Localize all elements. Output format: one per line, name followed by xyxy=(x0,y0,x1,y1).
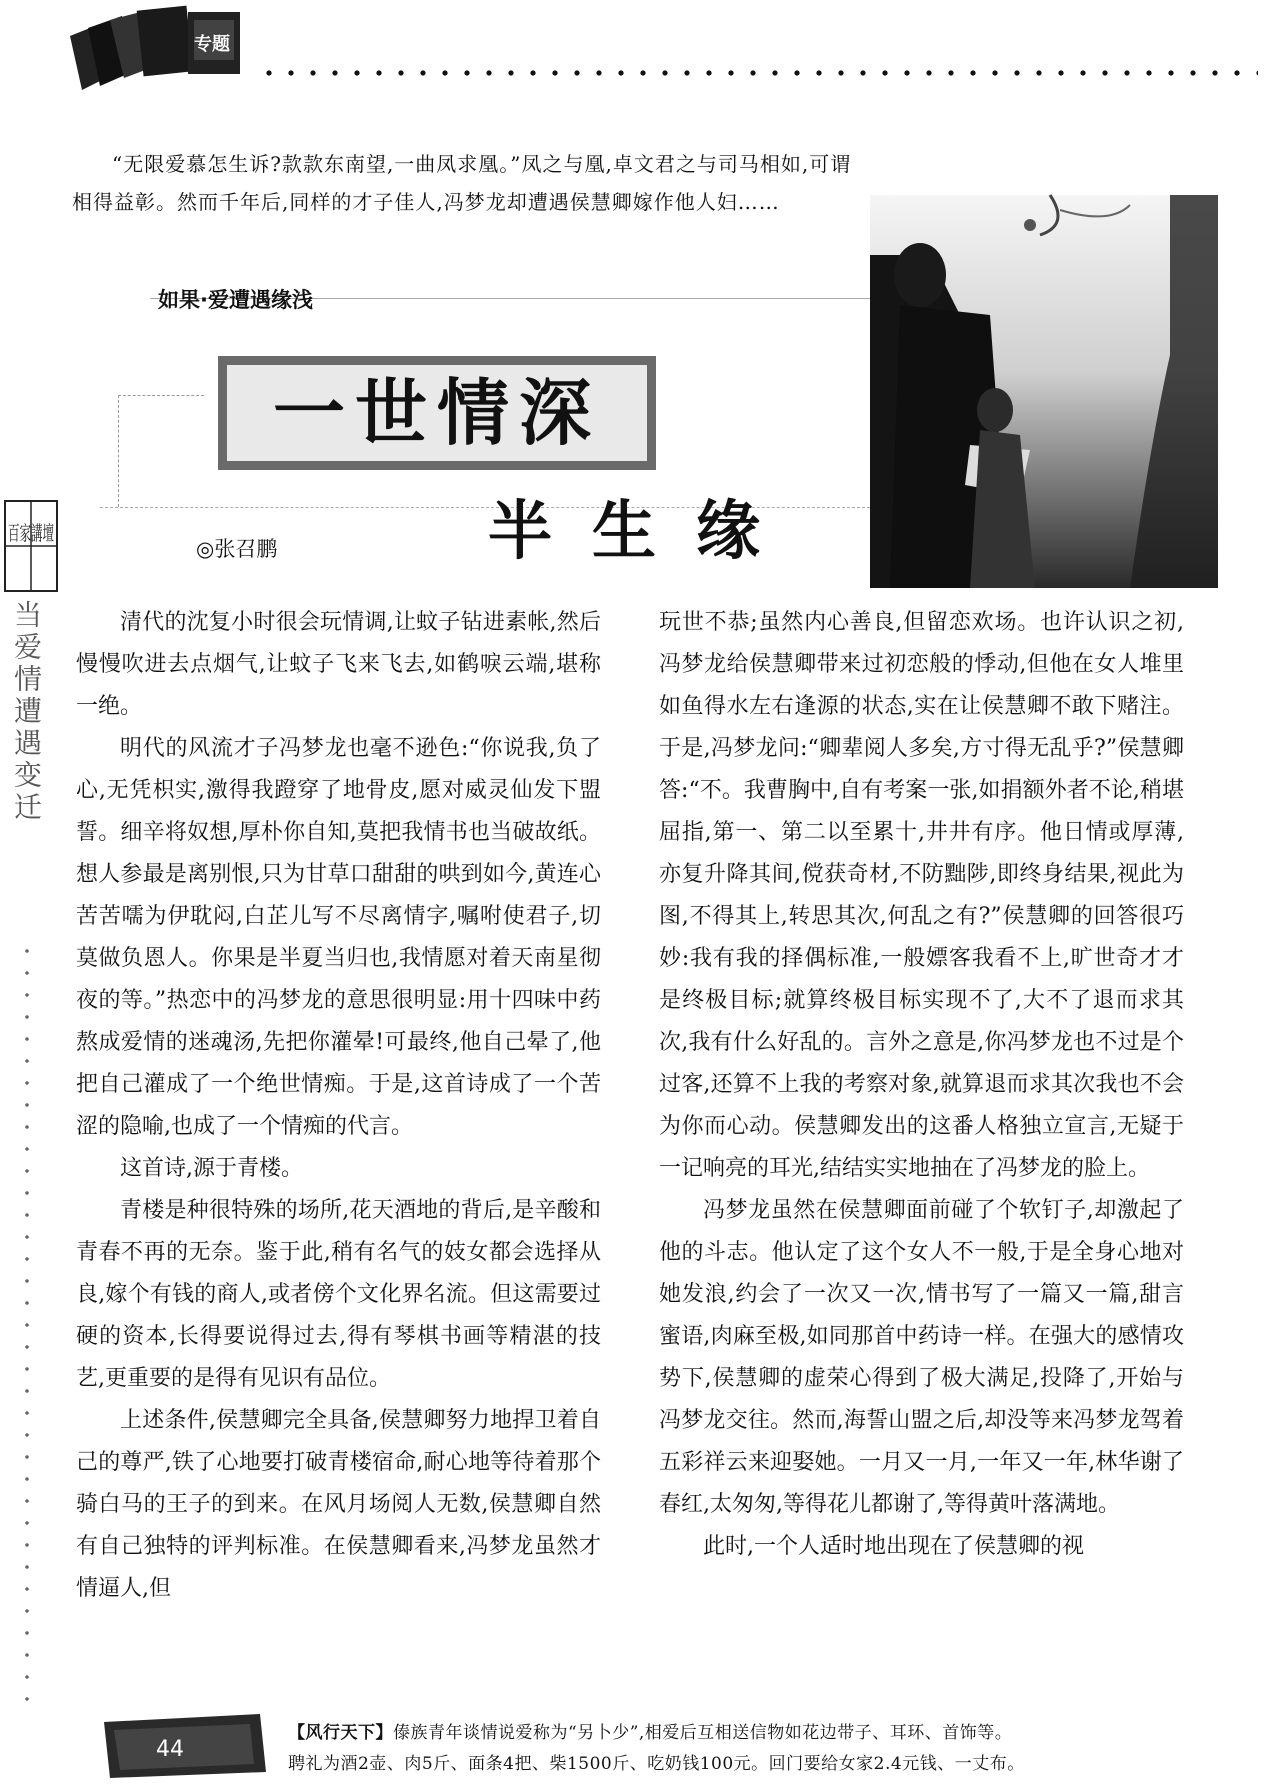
sidebar-dotted-rule xyxy=(24,940,30,1710)
body-column-left xyxy=(76,602,601,1610)
paragraph: 明代的风流才子冯梦龙也毫不逊色:“你说我,负了心,无凭枳实,激得我蹬穿了地骨皮,愿对威灵仙发下盟誓。细辛将奴想,厚朴你自知,莫把我情书也当破故纸。想人参最是离别恨,只为甘草口甜甜的哄到如今,黄连心苦苦嚅为伊耽闷,白芷儿写不尽离情字,嘱咐使君子,切莫做负恩人。你果是半夏当归也,我情愿对着天南星彻夜的等。”热恋中的冯梦龙的意思很明显:用十四味中药熬成爱情的迷魂汤,先把你灌晕!可最终,他自己晕了,他把自己灌成了一个绝世情痴。于是,这首诗成了一个苦涩的隐喻,也成了一个情痴的代言。 xyxy=(76,736,601,1139)
section-subhead: 如果·爱遭遇缘浅 xyxy=(158,288,313,312)
seal-logo xyxy=(4,500,58,592)
paragraph: 这首诗,源于青楼。 xyxy=(120,1156,303,1181)
footer-line-2: 聘礼为酒2壶、肉5斤、面条4把、柴1500斤、吃奶钱100元。回门要给女家2.4元钱、一丈布。 xyxy=(288,1754,1025,1774)
body-column-right xyxy=(659,602,1184,1568)
illustration-photo xyxy=(870,195,1218,588)
paragraph: 上述条件,侯慧卿完全具备,侯慧卿努力地捍卫着自己的尊严,铁了心地要打破青楼宿命,耐心地等待着那个骑白马的王子的到来。在风月场阅人无数,侯慧卿自然有自己独特的评判标准。在侯慧卿看来,冯梦龙虽然才情逼人,但 xyxy=(76,1408,601,1601)
footer-note xyxy=(288,1718,1263,1780)
paragraph: 清代的沈复小时很会玩情调,让蚊子钻进素帐,然后慢慢吹进去点烟气,让蚊子飞来飞去,如鹤唳云端,堪称一绝。 xyxy=(76,610,601,719)
paragraph: 此时,一个人适时地出现在了侯慧卿的视 xyxy=(703,1534,1084,1559)
seal-text: 百家講壇 xyxy=(8,521,54,545)
divider xyxy=(118,395,204,396)
sidebar-vertical-label: 当爱情遭遇变迁 xyxy=(10,600,43,824)
author-byline: ◎张召鹏 xyxy=(196,537,278,561)
divider xyxy=(118,395,119,507)
title-box xyxy=(218,356,656,470)
paragraph: 玩世不恭;虽然内心善良,但留恋欢场。也许认识之初,冯梦龙给侯慧卿带来过初恋般的悸动,但他在女人堆里如鱼得水左右逢源的状态,实在让侯慧卿不敢下赌注。于是,冯梦龙问:“卿辈阅人多矣,方寸得无乱乎?”侯慧卿答:“不。我曹胸中,自有考案一张,如捐额外者不论,稍堪屈指,第一、第二以至累十,井井有序。他日情或厚薄,亦复升降其间,傥获奇材,不防黜陟,即终身结果,视此为图,不得其上,转思其次,何乱之有?”侯慧卿的回答很巧妙:我有我的择偶标准,一般嫖客我看不上,旷世奇才才是终极目标;就算终极目标实现不了,大不了退而求其次,我有什么好乱的。言外之意是,你冯梦龙也不过是个过客,还算不上我的考察对象,就算退而求其次我也不会为你而心动。侯慧卿发出的这番人格独立宣言,无疑于一记响亮的耳光,结结实实地抽在了冯梦龙的脸上。 xyxy=(659,610,1184,1181)
column-logo xyxy=(70,6,250,96)
page-number: 44 xyxy=(156,1737,184,1762)
paragraph: 冯梦龙虽然在侯慧卿面前碰了个软钉子,却激起了他的斗志。他认定了这个女人不一般,于是全身心地对她发浪,约会了一次又一次,情书写了一篇又一篇,甜言蜜语,肉麻至极,如同那首中药诗一样。在强大的感情攻势下,侯慧卿的虚荣心得到了极大满足,投降了,开始与冯梦龙交往。然而,海誓山盟之后,却没等来冯梦龙驾着五彩祥云来迎娶她。一月又一月,一年又一年,林华谢了春红,太匆匆,等得花儿都谢了,等得黄叶落满地。 xyxy=(659,1198,1184,1517)
page-number-badge xyxy=(100,1712,268,1780)
logo-label: 专题 xyxy=(194,34,230,55)
footer-label: 【风行天下】 xyxy=(288,1723,393,1743)
page-title: 一世情深 xyxy=(227,365,647,461)
page-subtitle: 半生缘 xyxy=(488,495,800,569)
footer-line-1: 傣族青年谈情说爱称为“另卜少”,相爱后互相送信物如花边带子、耳环、首饰等。 xyxy=(393,1723,1013,1743)
header-dotted-rule xyxy=(258,68,1258,78)
intro-line-2: 相得益彰。然而千年后,同样的才子佳人,冯梦龙却遭遇侯慧卿嫁作他人妇…… xyxy=(72,190,780,214)
intro-line-1: “无限爱慕怎生诉?款款东南望,一曲凤求凰。”凤之与凰,卓文君之与司马相如,可谓 xyxy=(112,152,852,176)
paragraph: 青楼是种很特殊的场所,花天酒地的背后,是辛酸和青春不再的无奈。鉴于此,稍有名气的妓女都会选择从良,嫁个有钱的商人,或者傍个文化界名流。但这需要过硬的资本,长得要说得过去,得有琴棋书画等精湛的技艺,更重要的是得有见识有品位。 xyxy=(76,1198,601,1391)
